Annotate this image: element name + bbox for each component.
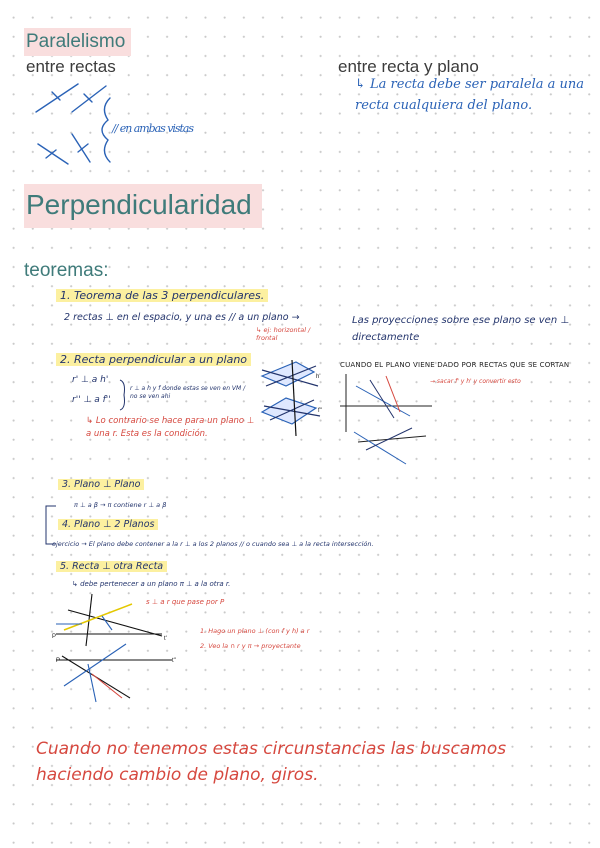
svg-text:h': h' [316,374,321,380]
svg-text:t'': t'' [172,658,176,664]
subtitle-teoremas: teoremas: [24,260,109,281]
heading-entre-recta-y-plano: entre recta y plano [338,57,479,76]
svg-text:f'': f'' [318,408,322,414]
teorema-3-title: 3. Plano ⊥ Plano [58,479,144,490]
teorema-5-body: ↳ debe pertenecer a un plano π ⊥ a la otra r. [72,580,231,588]
teorema-3-body: π ⊥ a β → π contiene r ⊥ a β [74,501,167,509]
teorema-1-conclusion: Las proyecciones sobre ese plano se ven ⊥ directamente [352,315,570,343]
svg-text:t': t' [164,636,167,642]
section-title-perpendicularidad: Perpendicularidad [24,184,262,228]
recta-perpendicular-diagram [52,590,182,704]
section-title-paralelismo: Paralelismo [24,28,131,56]
teorema-5-title: 5. Recta ⊥ otra Recta [56,561,167,572]
diagram-heading: CUANDO EL PLANO VIENE DADO POR RECTAS QUE SE CORTAN [340,361,570,369]
teorema-1-body: 2 rectas ⊥ en el espacio, y una es // a un plano → [64,312,300,323]
teorema-1-title: 1. Teorema de las 3 perpendiculares. [56,289,268,302]
plane-perpendicular-diagram [256,356,326,438]
teorema-5-step-1: 1. Hago un plano ⊥ (con f y h) a r [200,627,310,635]
svg-text:P: P [52,634,57,640]
conclusion-note: Cuando no tenemos estas circunstancias las buscamos haciendo cambio de plano, giros. [36,739,507,785]
teorema-4-body: ejercicio → El plano debe contener a la r ⊥ a los 2 planos // o cuando sea ⊥ a la recta intersección. [52,540,374,548]
teorema-5-red-label: s ⊥ a r que pase por P [146,598,225,606]
teorema-4-title: 4. Plano ⊥ 2 Planos [58,519,158,530]
teorema-5-step-2: 2. Veo la ∩ r y π → proyectante [200,642,301,650]
note-recta-plano: ↳ La recta debe ser paralela a una recta cualquiera del plano. [355,77,585,113]
crossing-lines-diagram [336,372,446,468]
brace-note-box [110,120,200,150]
brace-note: // en ambas vistas [112,122,194,135]
teorema-1-note: ↳ ej: horizontal / frontal [256,326,311,342]
diagram-note: → sacar f' y h' y convertir esto [430,378,521,385]
formula-r-h: r' ⊥ a h' [72,375,109,385]
formula-note: r ⊥ a h y f donde estas se ven en VM / no se ven ahi [130,385,246,400]
formula-r-f: r'' ⊥ a f'' [72,395,111,405]
teorema-2-title: 2. Recta perpendicular a un plano [56,353,251,366]
heading-entre-rectas: entre rectas [26,57,116,76]
svg-text:P: P [56,658,61,664]
formula-brace [118,378,130,412]
teorema-2-note: ↳ Lo contrario se hace para un plano ⊥ a una r. Esta es la condición. [86,416,255,439]
